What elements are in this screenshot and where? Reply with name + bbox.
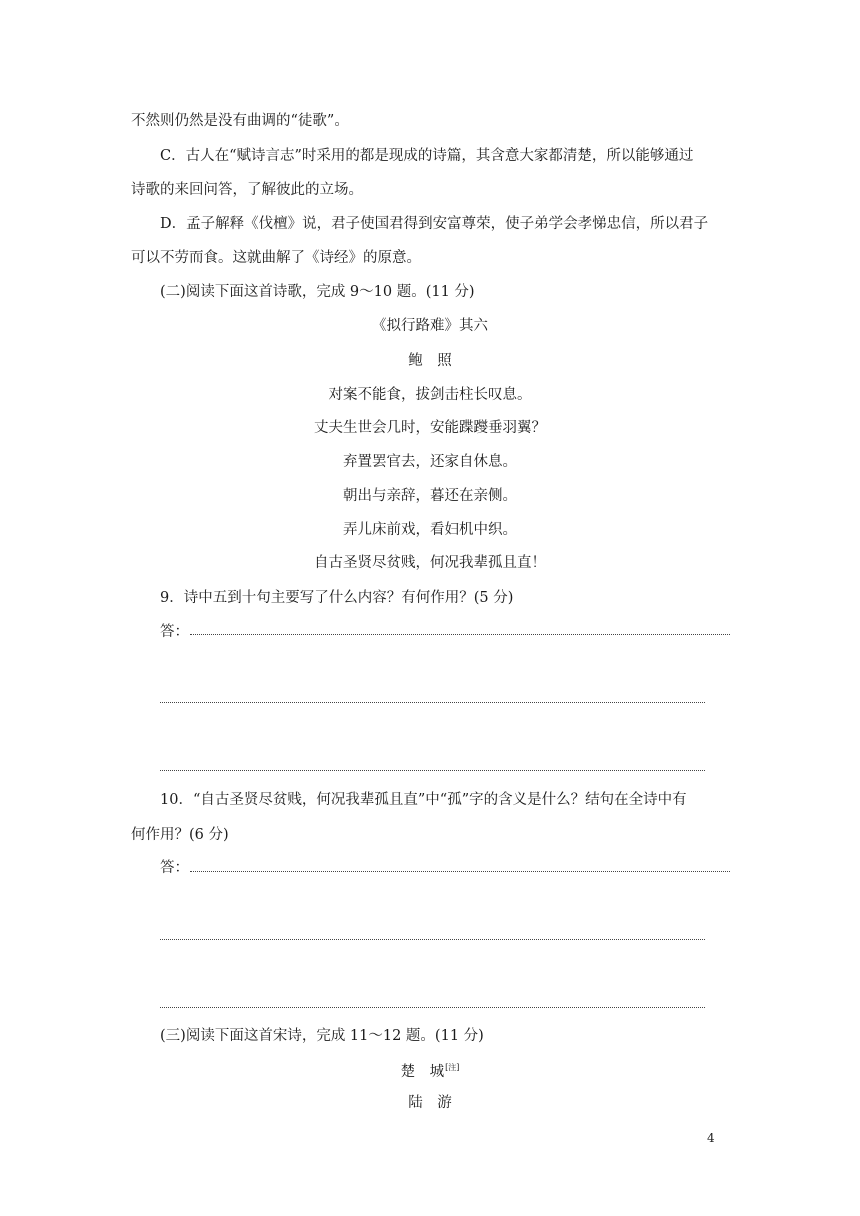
poem1-verse: 丈夫生世会几时，安能蹀躞垂羽翼？ <box>314 420 546 436</box>
poem1-verse: 自古圣贤尽贫贱，何况我辈孤且直！ <box>314 555 546 571</box>
q9-answer-line-2[interactable] <box>160 702 705 703</box>
poem1-verse: 弃置罢官去，还家自休息。 <box>343 454 517 470</box>
poem1-title: 《拟行路难》其六 <box>372 318 488 334</box>
question-10-line2: 何作用？(6 分) <box>131 827 229 843</box>
poem2-title: 楚 城 <box>400 1063 445 1080</box>
poem1-verse: 朝出与亲辞，暮还在亲侧。 <box>343 488 517 504</box>
section-2-heading: (二)阅读下面这首诗歌，完成 9～10 题。(11 分) <box>160 284 475 300</box>
text-line: 不然则仍然是没有曲调的“徒歌”。 <box>131 113 349 129</box>
poem1-author: 鲍 照 <box>408 353 452 369</box>
q10-answer-line-2[interactable] <box>160 939 705 940</box>
q10-answer-line-3[interactable] <box>160 1007 705 1008</box>
section-3-heading: (三)阅读下面这首宋诗，完成 11～12 题。(11 分) <box>160 1028 484 1044</box>
poem2-note-mark[interactable]: [注] <box>445 1063 460 1072</box>
option-d-line2: 可以不劳而食。这就曲解了《诗经》的原意。 <box>131 250 421 266</box>
option-d-line1: D．孟子解释《伐檀》说，君子使国君得到安富尊荣，使子弟学会孝悌忠信，所以君子 <box>160 216 709 232</box>
poem1-verse: 对案不能食，拔剑击柱长叹息。 <box>328 387 532 403</box>
poem1-verse: 弄儿床前戏，看妇机中织。 <box>343 522 517 538</box>
page-number: 4 <box>707 1131 715 1145</box>
poem2-title-block <box>0 1058 860 1082</box>
question-10-line1: 10．“自古圣贤尽贫贱，何况我辈孤且直”中“孤”字的含义是什么？结句在全诗中有 <box>160 792 687 808</box>
q9-answer-line-3[interactable] <box>160 770 705 771</box>
q9-answer-line-1[interactable] <box>190 634 730 635</box>
q10-answer-label: 答： <box>160 860 189 876</box>
poem2-author: 陆 游 <box>408 1095 452 1111</box>
q10-answer-line-1[interactable] <box>190 871 730 872</box>
question-9: 9．诗中五到十句主要写了什么内容？有何作用？(5 分) <box>160 590 514 606</box>
q9-answer-label: 答： <box>160 624 189 640</box>
option-c-line2: 诗歌的来回问答，了解彼此的立场。 <box>131 182 363 198</box>
option-c-line1: C．古人在“赋诗言志”时采用的都是现成的诗篇，其含意大家都清楚，所以能够通过 <box>160 148 694 164</box>
